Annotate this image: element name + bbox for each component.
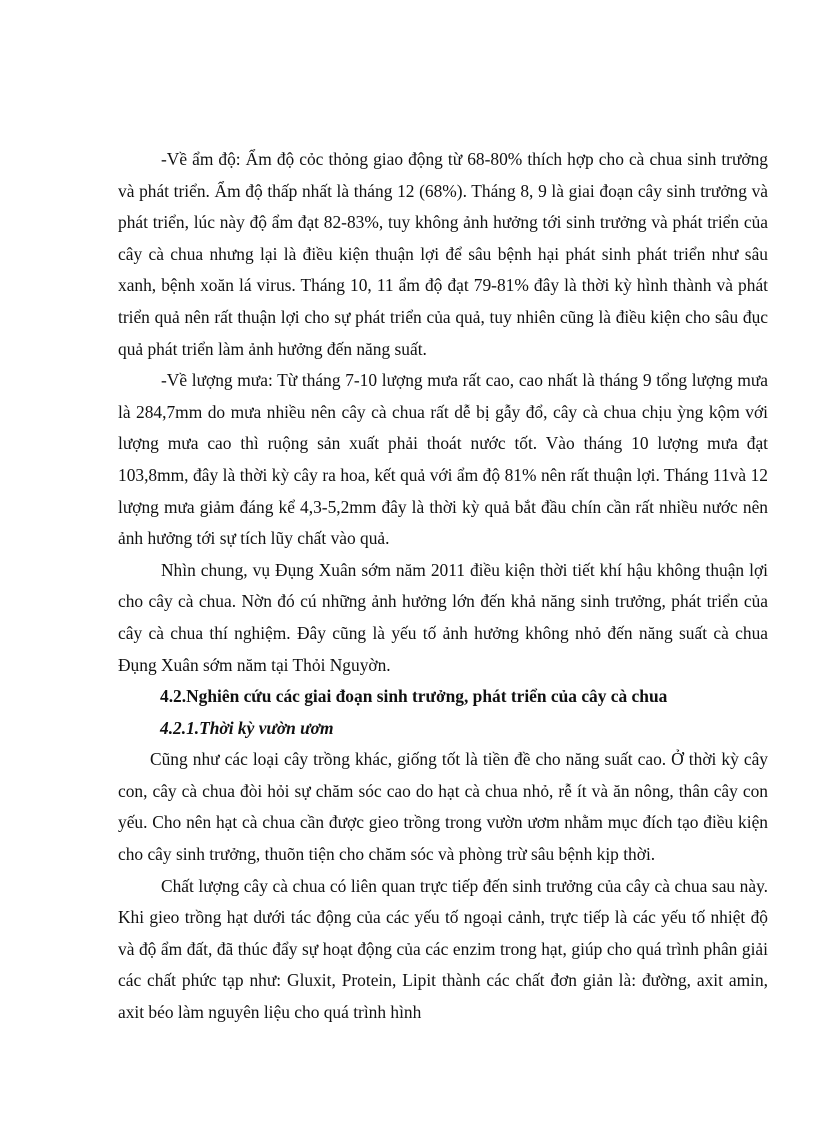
paragraph-summary: Nhìn chung, vụ Đụng Xuân sớm năm 2011 điều kiện thời tiết khí hậu không thuận lợi cho cây cà chua. Nờn đó cú những ảnh hưởng lớn đến khả năng sinh trưởng, phát triển của cây cà chua thí nghiệm. Đây cũng là yếu tố ảnh hưởng không nhỏ đến năng suất cà chua Đụng Xuân sớm năm tại Thỏi Nguyờn. <box>118 559 768 675</box>
document-body <box>118 144 768 1029</box>
paragraph-rainfall: -Về lượng mưa: Từ tháng 7-10 lượng mưa rất cao, cao nhất là tháng 9 tổng lượng mưa là 284,7mm do mưa nhiều nên cây cà chua rất dễ bị gẫy đổ, cây cà chua chịu ỳng kộm với lượng mưa cao thì ruộng sản xuất phải thoát nước tốt. Vào tháng 10 lượng mưa đạt 103,8mm, đây là thời kỳ cây ra hoa, kết quả với ẩm độ 81% nên rất thuận lợi. Tháng 11và 12 lượng mưa giảm đáng kể 4,3-5,2mm đây là thời kỳ quả bắt đầu chín cần rất nhiều nước nên ảnh hưởng tới sự tích lũy chất vào quả. <box>118 370 768 549</box>
subsection-heading: 4.2.1.Thời kỳ vườn ươm <box>160 717 334 738</box>
paragraph-nursery: Cũng như các loại cây trồng khác, giống tốt là tiền đề cho năng suất cao. Ở thời kỳ cây con, cây cà chua đòi hỏi sự chăm sóc cao do hạt cà chua nhỏ, rễ ít và ăn nông, thân cây con yếu. Cho nên hạt cà chua cần được gieo trồng trong vườn ươm nhằm mục đích tạo điều kiện cho cây sinh trưởng, thuõn tiện cho chăm sóc và phòng trừ sâu bệnh kịp thời. <box>118 749 768 865</box>
section-heading: 4.2.Nghiên cứu các giai đoạn sinh trưởng, phát triển của cây cà chua <box>160 686 668 707</box>
paragraph-seedling-quality: Chất lượng cây cà chua có liên quan trực tiếp đến sinh trưởng của cây cà chua sau này. Khi gieo trồng hạt dưới tác động của các yếu tố ngoại cảnh, trực tiếp là các yếu tố nhiệt độ và độ ẩm đất, đã thúc đẩy sự hoạt động của các enzim trong hạt, giúp cho quá trình phân giải các chất phức tạp như: Gluxit, Protein, Lipit thành các chất đơn giản là: đường, axit amin, axit béo làm nguyên liệu cho quá trình hình <box>118 875 768 1023</box>
paragraph-humidity: -Về ẩm độ: Ẩm độ cỏc thỏng giao động từ 68-80% thích hợp cho cà chua sinh trưởng và phát triển. Ẩm độ thấp nhất là tháng 12 (68%). Tháng 8, 9 là giai đoạn cây sinh trưởng và phát triển, lúc này độ ẩm đạt 82-83%, tuy không ảnh hưởng tới sinh trưởng và phát triển của cây cà chua nhưng lại là điều kiện thuận lợi để sâu bệnh hại phát sinh phát triển như sâu xanh, bệnh xoăn lá virus. Tháng 10, 11 ẩm độ đạt 79-81% đây là thời kỳ hình thành và phát triển quả nên rất thuận lợi cho sự phát triển của quả, tuy nhiên cũng là điều kiện cho sâu đục quả phát triển làm ảnh hưởng đến năng suất. <box>118 149 768 359</box>
